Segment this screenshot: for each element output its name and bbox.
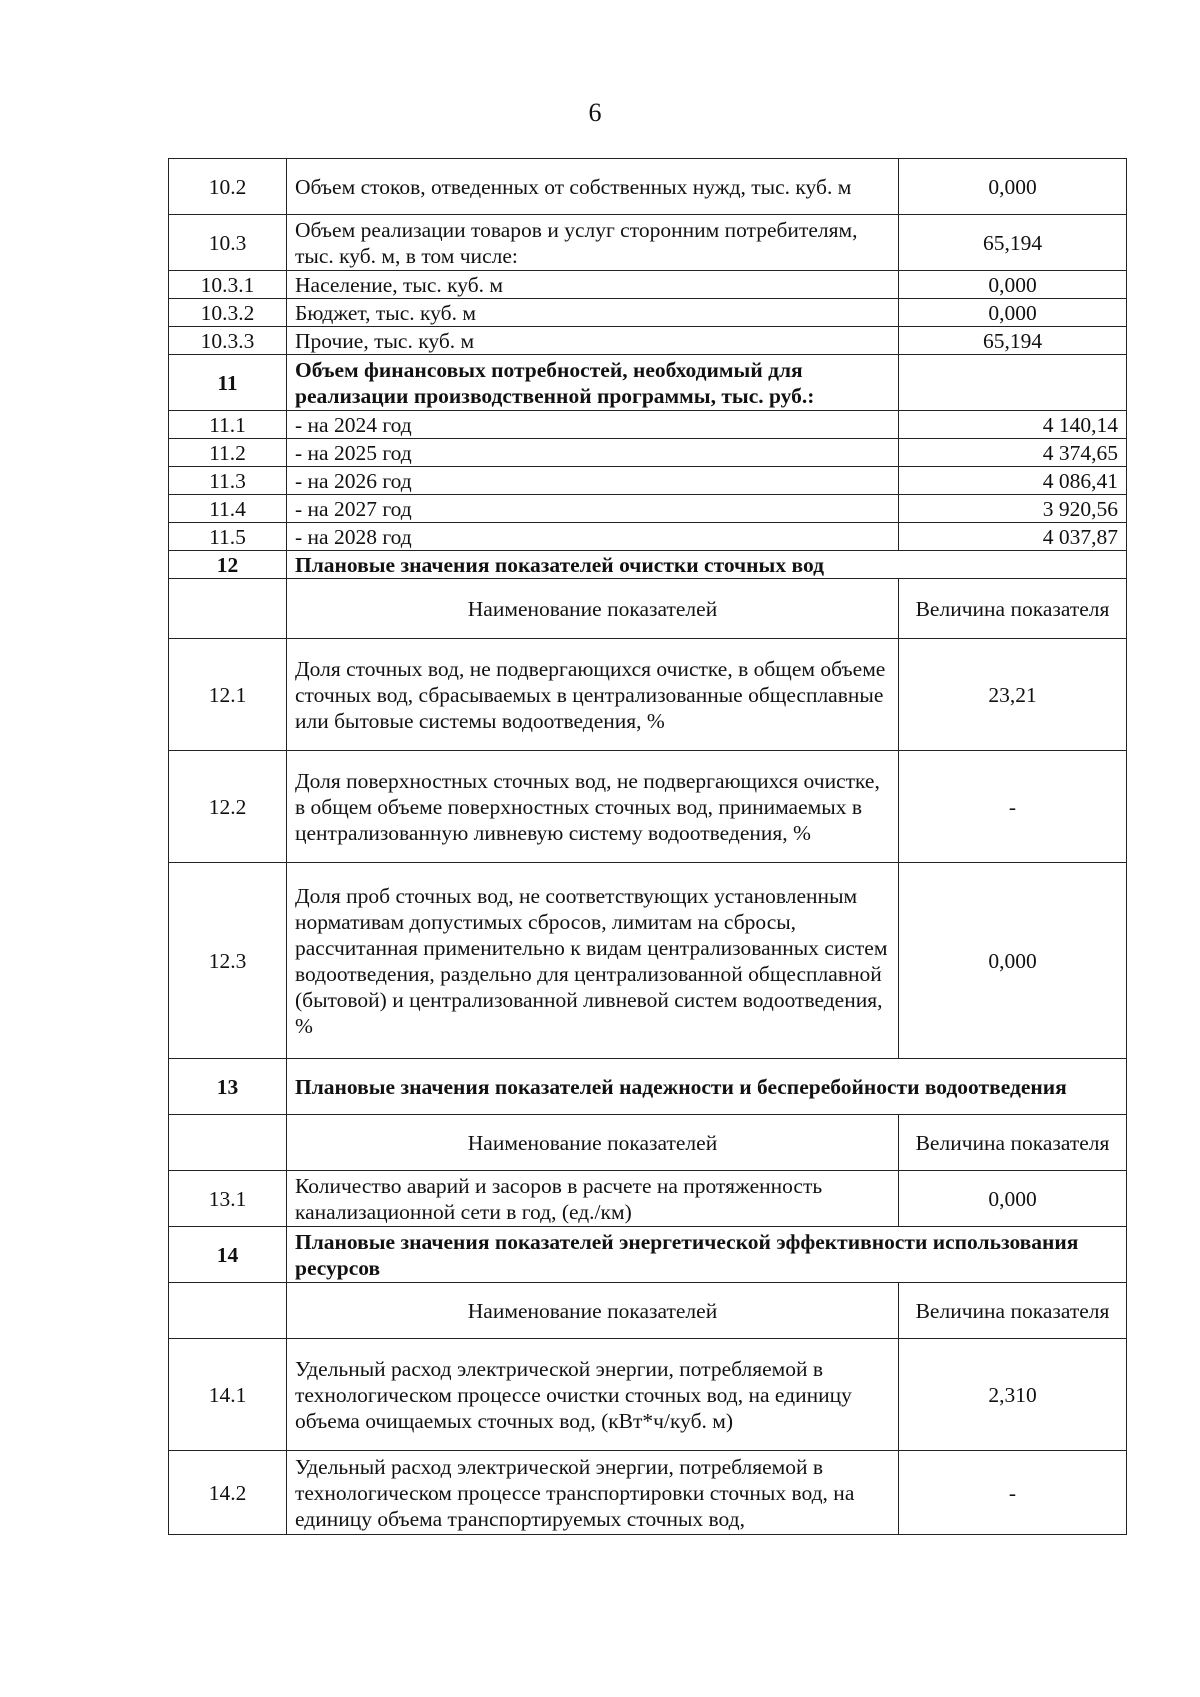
column-header-row xyxy=(169,1115,1127,1171)
row-number: 11.5 xyxy=(169,523,287,551)
section-title: Плановые значения показателей очистки сточных вод xyxy=(287,551,1127,579)
row-number: 14.1 xyxy=(169,1339,287,1451)
row-value: 2,310 xyxy=(899,1339,1127,1451)
table-row xyxy=(169,1451,1127,1535)
name-column-header: Наименование показателей xyxy=(287,1283,899,1339)
row-value: 65,194 xyxy=(899,327,1127,355)
table-row xyxy=(169,439,1127,467)
section-row xyxy=(169,1227,1127,1283)
row-number: 10.2 xyxy=(169,159,287,215)
section-number: 14 xyxy=(169,1227,287,1283)
section-title: Плановые значения показателей надежности и бесперебойности водоотведения xyxy=(287,1059,1127,1115)
section-title: Плановые значения показателей энергетической эффективности использования ресурсов xyxy=(287,1227,1127,1283)
table-row xyxy=(169,639,1127,751)
row-description: Бюджет, тыс. куб. м xyxy=(287,299,899,327)
row-number: 10.3.1 xyxy=(169,271,287,299)
table-row xyxy=(169,1339,1127,1451)
page-number: 6 xyxy=(588,98,602,127)
table-row xyxy=(169,411,1127,439)
section-number: 11 xyxy=(169,355,287,411)
row-value: 3 920,56 xyxy=(899,495,1127,523)
indicators-table xyxy=(168,158,1127,1535)
row-number: 10.3.2 xyxy=(169,299,287,327)
row-number: 14.2 xyxy=(169,1451,287,1535)
table-row xyxy=(169,523,1127,551)
table-row xyxy=(169,751,1127,863)
row-description: Доля поверхностных сточных вод, не подвергающихся очистке, в общем объеме поверхностных сточных вод, принимаемых в централизованную ливневую систему водоотведения, % xyxy=(287,751,899,863)
row-value xyxy=(899,355,1127,411)
row-description: Объем реализации товаров и услуг сторонним потребителям, тыс. куб. м, в том числе: xyxy=(287,215,899,271)
value-column-header: Величина показателя xyxy=(899,1115,1127,1171)
row-value: 4 374,65 xyxy=(899,439,1127,467)
section-row xyxy=(169,1059,1127,1115)
table-row xyxy=(169,1171,1127,1227)
row-description: Население, тыс. куб. м xyxy=(287,271,899,299)
value-column-header: Величина показателя xyxy=(899,579,1127,639)
empty-cell xyxy=(169,1115,287,1171)
section-number: 13 xyxy=(169,1059,287,1115)
table-row xyxy=(169,495,1127,523)
row-value: 23,21 xyxy=(899,639,1127,751)
empty-cell xyxy=(169,579,287,639)
name-column-header: Наименование показателей xyxy=(287,1115,899,1171)
row-number: 12.1 xyxy=(169,639,287,751)
row-value: - xyxy=(899,751,1127,863)
section-row xyxy=(169,355,1127,411)
column-header-row xyxy=(169,1283,1127,1339)
row-description: Прочие, тыс. куб. м xyxy=(287,327,899,355)
name-column-header: Наименование показателей xyxy=(287,579,899,639)
row-number: 10.3 xyxy=(169,215,287,271)
row-number: 10.3.3 xyxy=(169,327,287,355)
row-description: - на 2026 год xyxy=(287,467,899,495)
row-value: 0,000 xyxy=(899,863,1127,1059)
table-row xyxy=(169,271,1127,299)
table-row xyxy=(169,863,1127,1059)
row-number: 12.2 xyxy=(169,751,287,863)
table-row xyxy=(169,299,1127,327)
table-row xyxy=(169,467,1127,495)
row-value: 4 037,87 xyxy=(899,523,1127,551)
row-value: 0,000 xyxy=(899,299,1127,327)
table-row xyxy=(169,327,1127,355)
section-title: Объем финансовых потребностей, необходимый для реализации производственной программы, тыс. руб.: xyxy=(287,355,899,411)
row-value: - xyxy=(899,1451,1127,1535)
table-row xyxy=(169,215,1127,271)
empty-cell xyxy=(169,1283,287,1339)
section-number: 12 xyxy=(169,551,287,579)
row-description: Количество аварий и засоров в расчете на протяженность канализационной сети в год, (ед./км) xyxy=(287,1171,899,1227)
row-number: 12.3 xyxy=(169,863,287,1059)
row-value: 0,000 xyxy=(899,159,1127,215)
row-description: Удельный расход электрической энергии, потребляемой в технологическом процессе транспортировки сточных вод, на единицу объема транспортируемых сточных вод, xyxy=(287,1451,899,1535)
row-description: - на 2025 год xyxy=(287,439,899,467)
row-value: 0,000 xyxy=(899,1171,1127,1227)
row-value: 4 140,14 xyxy=(899,411,1127,439)
row-description: Доля проб сточных вод, не соответствующих установленным нормативам допустимых сбросов, лимитам на сбросы, рассчитанная применительно к видам централизованных систем водоотведения, раздельно для централизованной общесплавной (бытовой) и централизованной ливневой систем водоотведения, % xyxy=(287,863,899,1059)
row-description: Удельный расход электрической энергии, потребляемой в технологическом процессе очистки сточных вод, на единицу объема очищаемых сточных вод, (кВт*ч/куб. м) xyxy=(287,1339,899,1451)
row-value: 4 086,41 xyxy=(899,467,1127,495)
row-description: Объем стоков, отведенных от собственных нужд, тыс. куб. м xyxy=(287,159,899,215)
row-value: 0,000 xyxy=(899,271,1127,299)
row-number: 13.1 xyxy=(169,1171,287,1227)
value-column-header: Величина показателя xyxy=(899,1283,1127,1339)
table-row xyxy=(169,159,1127,215)
section-row xyxy=(169,551,1127,579)
row-number: 11.4 xyxy=(169,495,287,523)
row-description: - на 2024 год xyxy=(287,411,899,439)
row-description: Доля сточных вод, не подвергающихся очистке, в общем объеме сточных вод, сбрасываемых в централизованные общесплавные или бытовые системы водоотведения, % xyxy=(287,639,899,751)
row-value: 65,194 xyxy=(899,215,1127,271)
row-description: - на 2027 год xyxy=(287,495,899,523)
row-number: 11.3 xyxy=(169,467,287,495)
row-description: - на 2028 год xyxy=(287,523,899,551)
row-number: 11.2 xyxy=(169,439,287,467)
column-header-row xyxy=(169,579,1127,639)
row-number: 11.1 xyxy=(169,411,287,439)
